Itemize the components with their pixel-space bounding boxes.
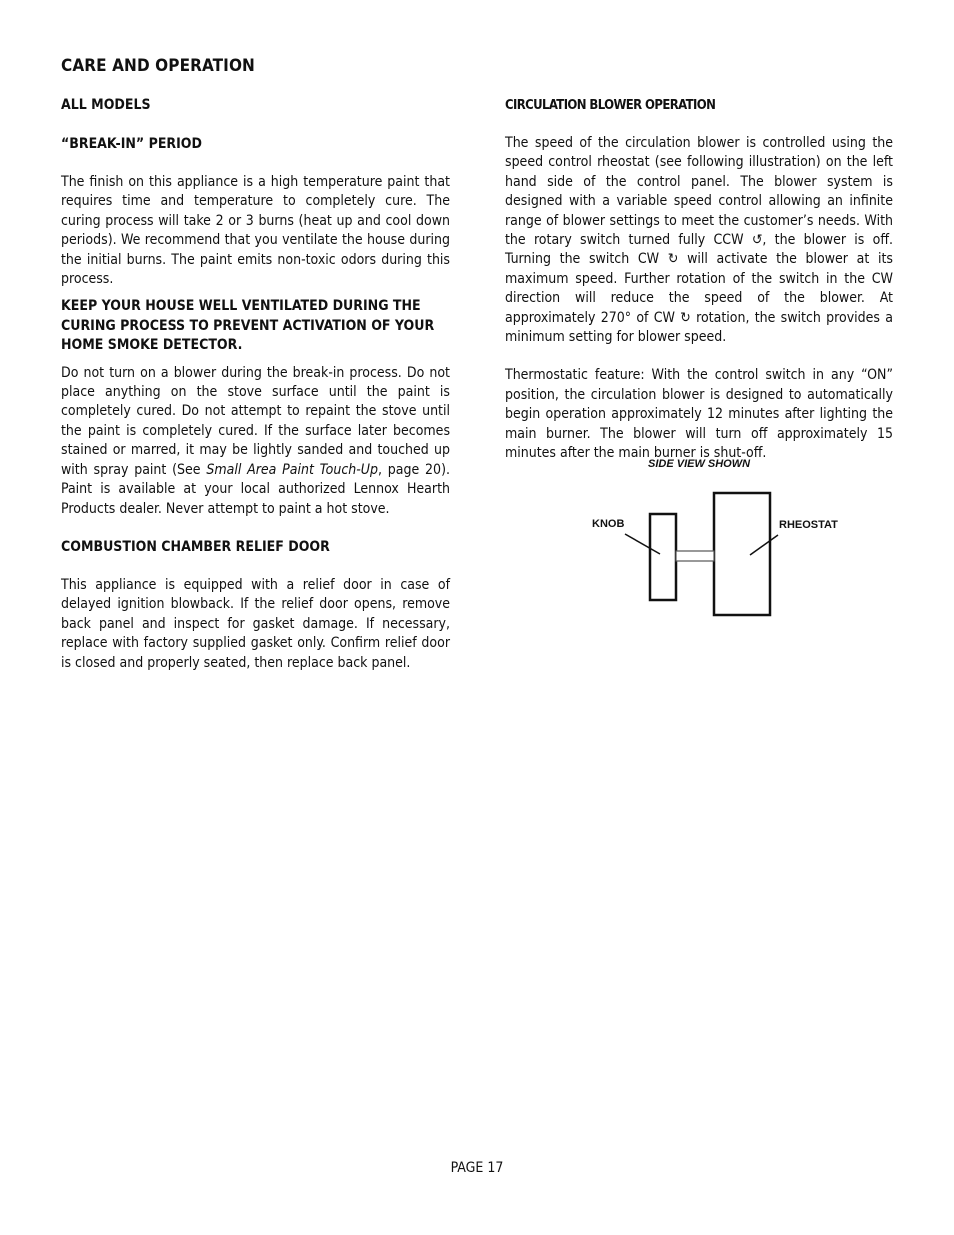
shaft-shape	[676, 551, 714, 561]
relief-door-heading: COMBUSTION CHAMBER RELIEF DOOR	[61, 538, 330, 555]
page-title: CARE AND OPERATION	[61, 56, 255, 76]
thermostatic-feature-text: Thermostatic feature: With the control switch in any “ON” position, the circulation blower is designed to automatically begin operation approximately 12 minutes after lighting the main burner. The blower will turn off approximately 15 minutes after the main burner is shut-off.	[505, 367, 893, 462]
circulation-blower-text: The speed of the circulation blower is controlled using the speed control rheostat (see following illustration) on the left hand side of the control panel. The blower system is designed with a variable speed control allowing an infinite range of blower settings to meet the customer’s needs. With the rotary switch turned fully CCW ↺, the blower is off. Turning the switch CW ↻ will activate the blower at its maximum speed. Further rotation of the switch in the CW direction will reduce the speed of the blower. At approximately 270° of CW ↻ rotation, the switch provides a minimum setting for blower speed.	[505, 135, 893, 346]
all-models-heading: ALL MODELS	[61, 97, 151, 113]
rheostat-diagram	[590, 455, 860, 625]
page-number: PAGE 17	[450, 1160, 504, 1176]
rheostat-label: RHEOSTAT	[779, 519, 838, 531]
figure-caption: SIDE VIEW SHOWN	[648, 458, 751, 470]
paint-touch-up-reference: Small Area Paint Touch-Up	[206, 461, 378, 478]
rheostat-side-view-figure	[590, 455, 860, 625]
circulation-blower-heading: CIRCULATION BLOWER OPERATION	[505, 98, 716, 113]
blower-text-part-2: , page 20). Paint is available at your local authorized Lennox Hearth Products dealer. Never attempt to paint a hot stove.	[61, 461, 450, 517]
knob-shape	[650, 514, 676, 600]
relief-door-text: This appliance is equipped with a relief door in case of delayed ignition blowback. If the relief door opens, remove back panel and inspect for gasket damage. If necessary, replace with factory supplied gasket only. Confirm relief door is closed and properly seated, then replace back panel.	[61, 576, 450, 671]
ventilate-warning: KEEP YOUR HOUSE WELL VENTILATED DURING THE CURING PROCESS TO PREVENT ACTIVATION OF YOUR HOME SMOKE DETECTOR.	[61, 298, 435, 354]
rheostat-body-shape	[714, 493, 770, 615]
blower-break-in-text	[61, 364, 450, 519]
break-in-heading: “BREAK-IN” PERIOD	[61, 136, 202, 152]
left-column	[61, 96, 450, 673]
blower-text-part-1: Do not turn on a blower during the break-in process. Do not place anything on the stove surface until the paint is completely cured. Do not attempt to repaint the stove until the paint is completely cured. If the surface later becomes stained or marred, it may be lightly sanded and touched up with spray paint (See	[61, 364, 450, 478]
break-in-text: The finish on this appliance is a high temperature paint that requires time and temperature to completely cure. The curing process will take 2 or 3 burns (heat up and cool down periods). We recommend that you ventilate the house during the initial burns. The paint emits non-toxic odors during this process.	[61, 174, 450, 288]
right-column	[505, 96, 893, 464]
knob-label: KNOB	[592, 518, 625, 530]
